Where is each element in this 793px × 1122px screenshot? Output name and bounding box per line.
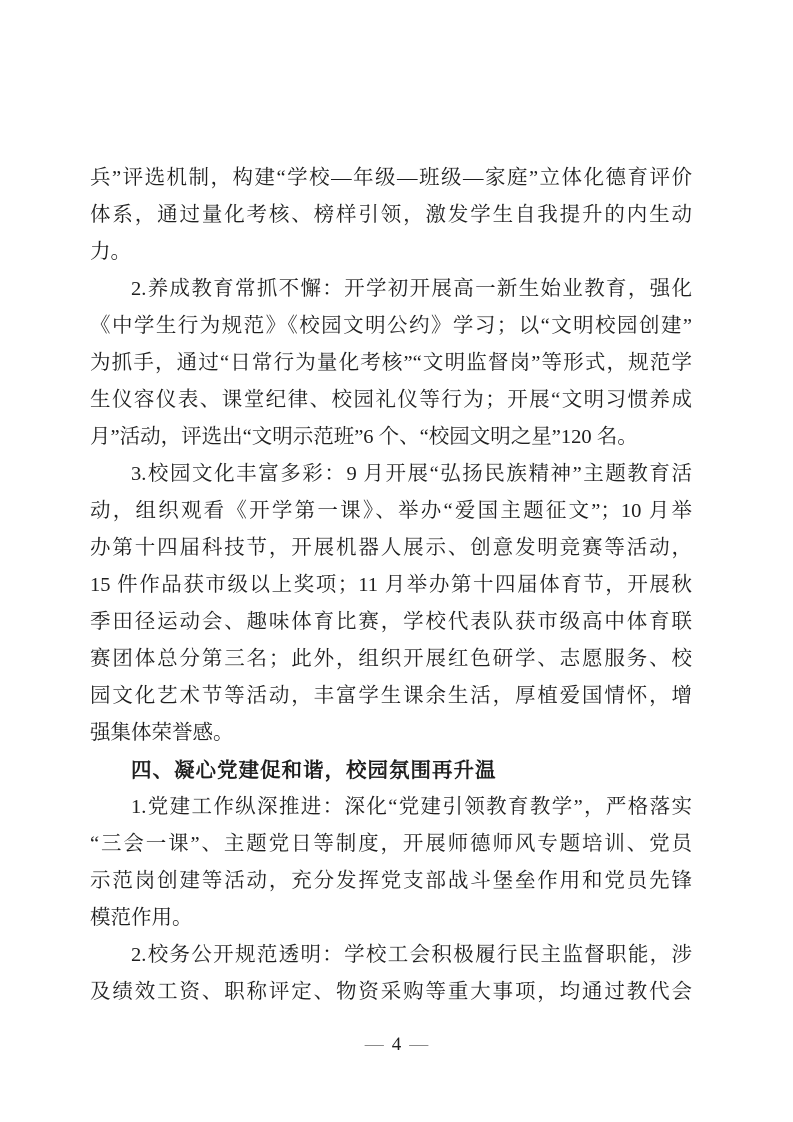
- text-line: 模范作用。: [90, 907, 193, 929]
- page-footer: [0, 1034, 793, 1056]
- section-heading: 四、凝心党建促和谐，校园氛围再升温: [131, 759, 497, 782]
- text-line: 力。: [90, 241, 131, 263]
- text-line: 3.校园文化丰富多彩：9 月开展“弘扬民族精神”主题教育活: [131, 463, 692, 485]
- page-number: 4: [391, 1034, 402, 1055]
- footer-dash-right: —: [409, 1034, 429, 1055]
- text-line: 办第十四届科技节，开展机器人展示、创意发明竞赛等活动，: [90, 537, 692, 559]
- text-line: 季田径运动会、趣味体育比赛，学校代表队获市级高中体育联: [90, 611, 692, 633]
- text-line: 强集体荣誉感。: [90, 722, 234, 744]
- text-line: “三会一课”、主题党日等制度，开展师德师风专题培训、党员: [90, 833, 692, 855]
- text-line: 生仪容仪表、课堂纪律、校园礼仪等行为；开展“文明习惯养成: [90, 389, 692, 411]
- text-line: 赛团体总分第三名；此外，组织开展红色研学、志愿服务、校: [90, 648, 692, 670]
- text-line: 15 件作品获市级以上奖项；11 月举办第十四届体育节，开展秋: [90, 574, 692, 596]
- text-line: 月”活动，评选出“文明示范班”6 个、“校园文明之星”120 名。: [90, 426, 638, 448]
- text-line: 1.党建工作纵深推进：深化“党建引领教育教学”，严格落实: [131, 796, 692, 818]
- page-content: [90, 160, 692, 1011]
- text-line: 示范岗创建等活动，充分发挥党支部战斗堡垒作用和党员先锋: [90, 870, 692, 892]
- text-line: 动，组织观看《开学第一课》、举办“爱国主题征文”；10 月举: [90, 500, 692, 522]
- text-line: 《中学生行为规范》《校园文明公约》学习；以“文明校园创建”: [90, 315, 692, 337]
- text-line: 园文化艺术节等活动，丰富学生课余生活，厚植爱国情怀，增: [90, 685, 692, 707]
- footer-dash-left: —: [364, 1034, 384, 1055]
- text-line: 2.校务公开规范透明：学校工会积极履行民主监督职能，涉: [131, 944, 692, 966]
- text-line: 兵”评选机制，构建“学校—年级—班级—家庭”立体化德育评价: [90, 167, 692, 189]
- text-line: 为抓手，通过“日常行为量化考核”“文明监督岗”等形式，规范学: [90, 352, 692, 374]
- text-line: 及绩效工资、职称评定、物资采购等重大事项，均通过教代会: [90, 981, 692, 1003]
- text-line: 体系，通过量化考核、榜样引领，激发学生自我提升的内生动: [90, 204, 692, 226]
- text-line: 2.养成教育常抓不懈：开学初开展高一新生始业教育，强化: [131, 278, 692, 300]
